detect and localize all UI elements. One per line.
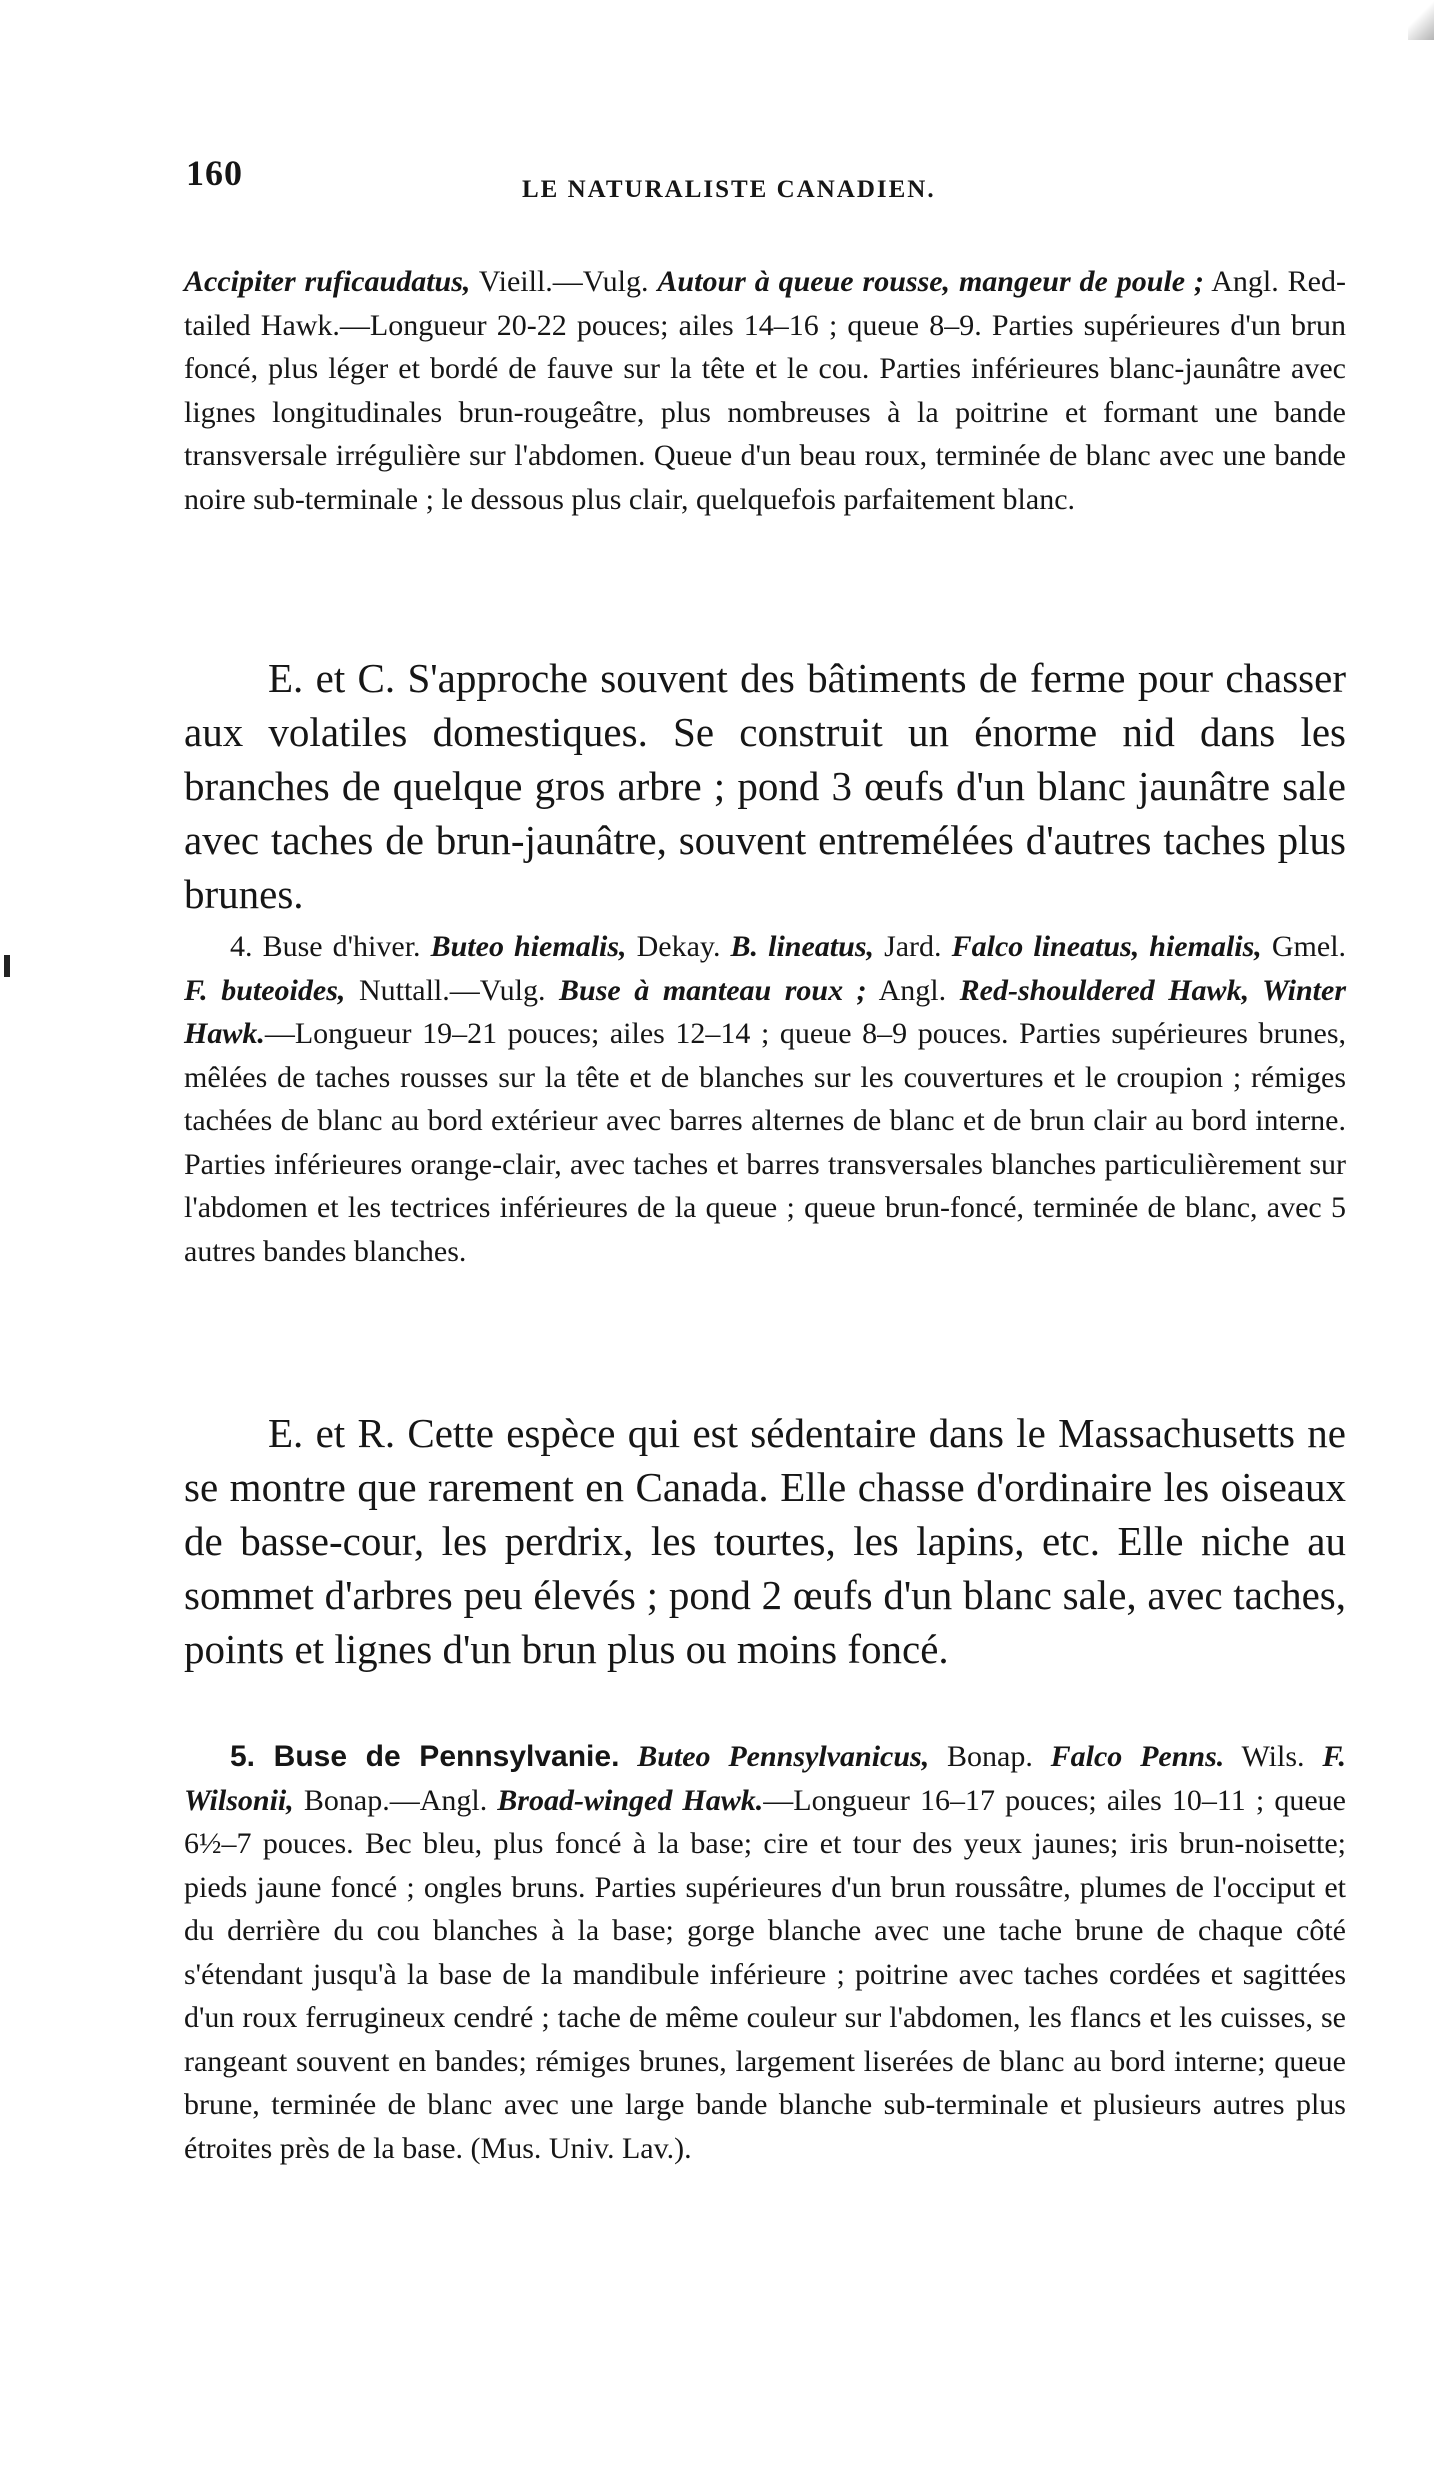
entry-text: Bonap.—Angl. [293, 1783, 498, 1817]
entry-text: Angl. [866, 973, 960, 1007]
running-title: LE NATURALISTE CANADIEN. [522, 176, 936, 203]
english-name: Red-shouldered Hawk, Winter Hawk. [184, 973, 1346, 1050]
entry-text: Nuttall.—Vulg. [345, 973, 560, 1007]
species-name: F. buteoides, [184, 973, 346, 1007]
page-number: 160 [186, 153, 243, 193]
entry-number: 4. Buse d'hiver. [230, 930, 431, 963]
entry-text: Dekay. [626, 930, 731, 963]
margin-mark [4, 955, 10, 977]
entry-buse-penn-description [184, 1735, 1346, 2170]
entry-text: Wils. [1224, 1740, 1323, 1773]
entry-buse-hiver-description [184, 925, 1346, 1273]
entry-text: Angl. Red-tailed Hawk.—Longueur 20-22 pouces; ailes 14–16 ; queue 8–9. Parties supérieures d'un brun foncé, plus léger et bordé de fauve sur la tête et le cou. Parties inférieures blanc-jaunâtre avec lignes longitudinales brun-rougeâtre, plus nombreuses à la poitrine et formant une bande transversale irrégulière sur l'abdomen. Queue d'un beau roux, terminée de blanc avec une bande noire sub-terminale ; le dessous plus clair, quelquefois parfaitement blanc. [184, 265, 1346, 516]
english-name: Broad-winged Hawk. [497, 1783, 764, 1817]
entry-text: Jard. [874, 930, 952, 963]
species-name: Buteo hiemalis, [430, 930, 627, 963]
species-name: Falco lineatus, hiemalis, [951, 930, 1262, 963]
entry-accipiter-description [184, 260, 1346, 521]
page-header [186, 152, 1346, 202]
species-name: F. Wilsonii, [184, 1740, 1346, 1817]
entry-heading: 5. Buse de Pennsylvanie. [230, 1740, 620, 1773]
entry-text: Bonap. [929, 1740, 1051, 1773]
species-name: Buteo Pennsylvanicus, [619, 1740, 930, 1773]
entry-text: Gmel. [1261, 930, 1347, 963]
species-name: Accipiter ruficaudatus, [184, 265, 471, 298]
species-name: B. lineatus, [730, 930, 874, 963]
page-edge-stain [1408, 0, 1434, 40]
entry-text: —Longueur 19–21 pouces; ailes 12–14 ; queue 8–9 pouces. Parties supérieures brunes, mêlées de taches rousses sur la tête et de blanches sur les couvertures et le croupion ; rémiges tachées de blanc au bord extérieur avec barres alternes de blanc et de brun clair au bord interne. Parties inférieures orange-clair, avec taches et barres transversales blanches particulièrement sur l'abdomen et les tectrices inférieures de la queue ; queue brun-foncé, terminée de blanc, avec 5 autres bandes blanches. [184, 1017, 1346, 1268]
entry-accipiter-remarks: E. et C. S'approche souvent des bâtiments de ferme pour chasser aux volatiles domestiques. Se construit un énorme nid dans les branches de quelque gros arbre ; pond 3 œufs d'un blanc jaunâtre sale avec taches de brun-jaunâtre, souvent entremélées d'autres taches plus brunes. [184, 655, 1346, 917]
vulgar-name: Buse à manteau roux ; [559, 973, 867, 1007]
species-name: Falco Penns. [1050, 1740, 1225, 1773]
entry-text: —Longueur 16–17 pouces; ailes 10–11 ; queue 6½–7 pouces. Bec bleu, plus foncé à la base; cire et tour des yeux jaunes; iris brun-noisette; pieds jaune foncé ; ongles bruns. Parties supérieures d'un brun roussâtre, plumes de l'occiput et du derrière du cou blanches à la base; gorge blanche avec une tache brune de chaque côté s'étendant jusqu'à la base de la mandibule inférieure ; poitrine avec taches cordées et sagittées d'un roux ferrugineux cendré ; tache de même couleur sur l'abdomen, les flancs et les cuisses, se rangeant souvent en bandes; rémiges brunes, largement liserées de blanc au bord interne; queue brune, terminée de blanc avec une large bande blanche sub-terminale et plusieurs autres plus étroites près de la base. (Mus. Univ. Lav.). [184, 1783, 1346, 2165]
vulgar-name: Autour à queue rousse, mangeur de poule ; [657, 265, 1205, 298]
entry-text: Vieill.—Vulg. [470, 265, 658, 298]
entry-buse-hiver-remarks: E. et R. Cette espèce qui est sédentaire dans le Massachusetts ne se montre que rarement en Canada. Elle chasse d'ordinaire les oiseaux de basse-cour, les perdrix, les tourtes, les lapins, etc. Elle niche au sommet d'arbres peu élevés ; pond 2 œufs d'un blanc sale, avec taches, points et lignes d'un brun plus ou moins foncé. [184, 1410, 1346, 1672]
